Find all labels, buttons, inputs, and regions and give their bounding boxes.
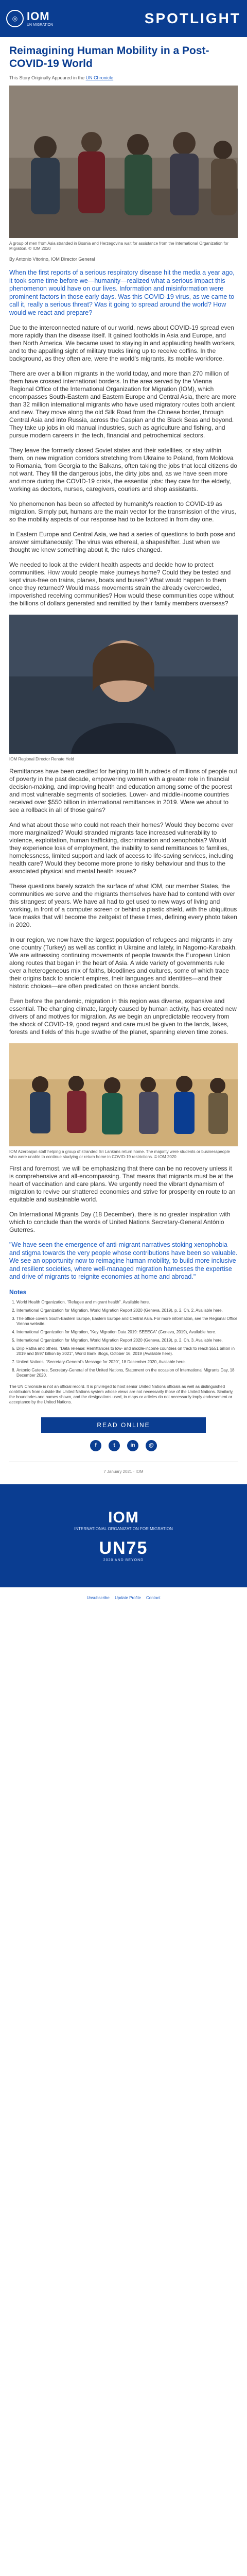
article-meta bbox=[9, 75, 238, 80]
paragraph-lead: When the first reports of a serious respiratory disease hit the media a year ago, it took some time before we—humanity—realized what a serious impact this phenomenon would have on our lives. Information and misinformation were prominent factors in those early days. Was this COVID-19 virus, as we came to call it, really a serious threat? Was it going to spread around the world? How would we react and prepare? bbox=[9, 269, 235, 316]
update-profile-link[interactable]: Update Profile bbox=[115, 1595, 141, 1600]
facebook-icon[interactable]: f bbox=[90, 1440, 101, 1451]
paragraph: And what about those who could not reach their homes? Would they become ever more marginalized? Would stranded migrants face increased vulnerability to violence, exploitation, human trafficking, discrimination and xenophobia? Would they experience loss of employment, the inability to send remittances to families, homelessness, limited support and lack of access to life-saving services, including health care? Would they become more prone to risky behaviour and thus to the associated physical and mental health issues? bbox=[9, 821, 234, 875]
article-title: Reimagining Human Mobility in a Post-COVID-19 World bbox=[9, 45, 209, 70]
note-item: 7. United Nations, "Secretary-General's Message for 2020", 18 December 2020, Available here. bbox=[16, 1360, 238, 1365]
paragraph: They leave the formerly closed Soviet states and their satellites, or stay within them, on new migration corridors stretching from Ukraine to Poland, from Moldova to Romania, from Georgia to the Balkans, often taking the jobs that local citizens do not want. They fill the dangerous jobs, the dirty jobs and, as we have seen more and more during the COVID-19 crisis, the essential jobs: they care for the elderly, working as doctors, nurses, caregivers, couriers and shop assistants. bbox=[9, 447, 237, 493]
meta-link[interactable]: UN Chronicle bbox=[85, 75, 114, 80]
note-item: 2. International Organization for Migration, World Migration Report 2020 (Geneva, 2019), p. 2. Ch. 2, Available here. bbox=[16, 1308, 238, 1313]
paragraph: Even before the pandemic, migration in this region was diverse, expansive and essential. The changing climate, largely caused by human activity, has created new drivers of and motives for migration. As we begin an unpredictable recovery from the shock of COVID-19, good regard and care must be given to the lands, lakes, forests and fields of this huge swathe of the planet, spanning eleven time zones. bbox=[9, 997, 237, 1036]
twitter-icon[interactable]: t bbox=[109, 1440, 120, 1451]
note-item: 8. Antonio Guterres, Secretary-General of the United Nations, Statement on the occasion of International Migrants Day, 18 December 2020. bbox=[16, 1368, 238, 1378]
disclaimer: The UN Chronicle is not an official record. It is privileged to host senior United Nations officials as well as distinguished contributors from outside the United Nations system whose views are not necessarily those of the United Nations. Similarly, the boundaries and names shown, and the designations used, in maps or articles do not necessarily imply endorsement or acceptance by the United Nations. bbox=[9, 1384, 234, 1404]
footer-logo-text: IOM bbox=[108, 1509, 139, 1526]
portrait-image bbox=[9, 615, 238, 754]
inline-image bbox=[9, 1043, 238, 1146]
iom-logo[interactable] bbox=[6, 10, 53, 27]
paragraph: There are over a billion migrants in the world today, and more than 270 million of them have crossed international borders. In the area served by the Vienna Regional Office of the International Organization for Migration (IOM), which encompasses South-Eastern and Eastern Europe and Central Asia, there are more than 32 million international migrants who have used migratory routes both ancient and new. They move along the old Silk Road from the Chinese border, through Central Asia and into Russia, across the Caspian and the Black Seas and beyond. They take up jobs in old manual industries, such as agriculture and fishing, and pursue modern careers in the tech, financial and petrochemical sectors. bbox=[9, 370, 236, 439]
hero-photo-illustration bbox=[9, 86, 238, 238]
paragraph: Remittances have been credited for helping to lift hundreds of millions of people out of poverty in the past decade, empowering women with a greater role in financial decision-making, and improving health and education among some of the poorest and most vulnerable segments of societies. Lower- and middle-income countries received over $550 billion in international remittances in 2019. Were we about to see a rollback in all of those gains? bbox=[9, 768, 237, 814]
email-icon[interactable]: @ bbox=[146, 1440, 157, 1451]
share-row bbox=[9, 1440, 238, 1451]
linkedin-icon[interactable]: in bbox=[127, 1440, 138, 1451]
note-item: 5. International Organization for Migration, World Migration Report 2020 (Geneva, 2019), p. 2. Ch. 3. Available here. bbox=[16, 1338, 238, 1343]
notes-heading: Notes bbox=[9, 1288, 27, 1296]
paragraph: Due to the interconnected nature of our world, news about COVID-19 spread even more rapidly than the disease itself. It gained footholds in Asia and Europe, and then North America. We became used to staying in and applauding health workers, and to the appalling sight of military trucks lining up to receive coffins. In the background, as they often are, were the world's migrants, its mobile workforce. bbox=[9, 324, 236, 362]
inline-photo-illustration bbox=[9, 1043, 238, 1146]
note-item: 3. The office covers South-Eastern Europe, Eastern Europe and Central Asia. For more information, see the Regional Office Vienna website. bbox=[16, 1316, 238, 1327]
note-item: 1. World Health Organization, "Refugee and migrant health". Available here. bbox=[16, 1300, 238, 1305]
guterres-quote: "We have seen the emergence of anti-migrant narratives stoking xenophobia and stigma towards the very people whose contributions have been so valuable. We see an opportunity now to reimagine human mobility, to build more inclusive and resilient societies, where well-managed migration harnesses the expertise and drive of migrants to reignite economies at home and abroad." bbox=[9, 1241, 238, 1280]
contact-link[interactable]: Contact bbox=[146, 1595, 161, 1600]
header-bar bbox=[0, 0, 247, 37]
paragraph: These questions barely scratch the surface of what IOM, our member States, the communities we serve and the migrants themselves have had to contend with over this strangest of years. We have all had to get used to new ways of living and working, in front of a computer screen or behind a plastic shield, with the ubiquitous face masks that will become the zeitgeist of these times, defining every photo taken in 2020. bbox=[9, 883, 237, 928]
article-body bbox=[0, 37, 247, 1474]
globe-icon: ◎ bbox=[6, 10, 24, 27]
note-item: 4. International Organization for Migration, "Key Migration Data 2019: SEEECA" (Geneva, 2019), Available here. bbox=[16, 1330, 238, 1335]
footer-note: 7 January 2021 · IOM bbox=[103, 1469, 144, 1474]
read-online-button[interactable]: READ ONLINE bbox=[41, 1417, 206, 1433]
inline-caption: IOM Azerbaijan staff helping a group of stranded Sri Lankans return home. The majority were students or businesspeople who were unable to continue studying or return home in COVID-19 restrictions. © IOM 2020 bbox=[9, 1149, 230, 1159]
paragraph: No phenomenon has been so affected by humanity's reaction to COVID-19 as migration. Simply put, humans are the main vector for the transmission of the virus, so the mobility aspects of our response had to be factored in from day one. bbox=[9, 500, 236, 523]
paragraph: First and foremost, we will be emphasizing that there can be no recovery unless it is comprehensive and all-encompassing. That means that migrants must be at the heart of vaccination and care plans. We urgently need the vibrant dynamism of migration to revive our shattered economies and strive for prosperity en route to an equitable and sustainable world. bbox=[9, 1165, 236, 1203]
footer-band bbox=[0, 1484, 247, 1587]
article-byline: By Antonio Vitorino, IOM Director General bbox=[9, 257, 95, 262]
portrait-caption: IOM Regional Director Renate Held bbox=[9, 757, 74, 761]
un75-logo bbox=[99, 1538, 148, 1562]
footer-iom-logo[interactable] bbox=[74, 1509, 173, 1531]
un75-text: UN75 bbox=[99, 1538, 148, 1558]
meta-prefix: This Story Originally Appeared in the bbox=[9, 75, 85, 80]
un75-subtitle: 2020 AND BEYOND bbox=[103, 1558, 144, 1562]
paragraph: We needed to look at the evident health aspects and decide how to protect communities. How would people make journeys home? Could they be tested and kept virus-free on trains, planes, boats and buses? What would happen to them once they returned? Would mass movements strain the already overcrowded, impoverished receiving communities? How would these communities cope without the billions of dollars generated and remitted by their family members overseas? bbox=[9, 561, 234, 607]
logo-text: IOM bbox=[27, 10, 50, 23]
footer-logo-subtitle: INTERNATIONAL ORGANIZATION FOR MIGRATION bbox=[74, 1527, 173, 1531]
note-item: 6. Dilip Ratha and others, "Data release: Remittances to low- and middle-income countries on track to reach $551 billion in 2019 and $597 billion by 2021", World Bank Blogs, October 16, 2019 (Available here). bbox=[16, 1346, 238, 1357]
spotlight-brand: SPOTLIGHT bbox=[144, 10, 241, 26]
hero-caption: A group of men from Asia stranded in Bosnia and Herzegovina wait for assistance from the International Organization for Migration. © IOM 2020 bbox=[9, 241, 229, 251]
paragraph: On International Migrants Day (18 December), there is no greater inspiration with which to conclude than the words of United Nations Secretary-General António Guterres. bbox=[9, 1211, 231, 1233]
logo-subtitle: UN MIGRATION bbox=[27, 23, 54, 27]
notes-list bbox=[9, 1300, 238, 1378]
bottom-links bbox=[0, 1587, 247, 1608]
unsubscribe-link[interactable]: Unsubscribe bbox=[86, 1595, 110, 1600]
paragraph: In our region, we now have the largest population of refugees and migrants in any one country (Turkey) as well as conflict in Ukraine and lately, in Nagorno-Karabakh. We are witnessing continuing movements of people towards the European Union along routes that began in the heart of Asia. A wide variety of governments rule over a heterogeneous mix of faiths, bloodlines and cultures, some of which trace their origins back to ancient empires, their languages and identities—and their historic choices—are often predicated on those ancient bonds. bbox=[9, 936, 237, 990]
hero-image bbox=[9, 86, 238, 238]
paragraph: In Eastern Europe and Central Asia, we had a series of questions to both pose and answer simultaneously: The virus was ethereal, a shapeshifter. Just when we thought we knew something about it, the rules changed. bbox=[9, 531, 236, 553]
portrait-photo-illustration bbox=[9, 615, 238, 754]
